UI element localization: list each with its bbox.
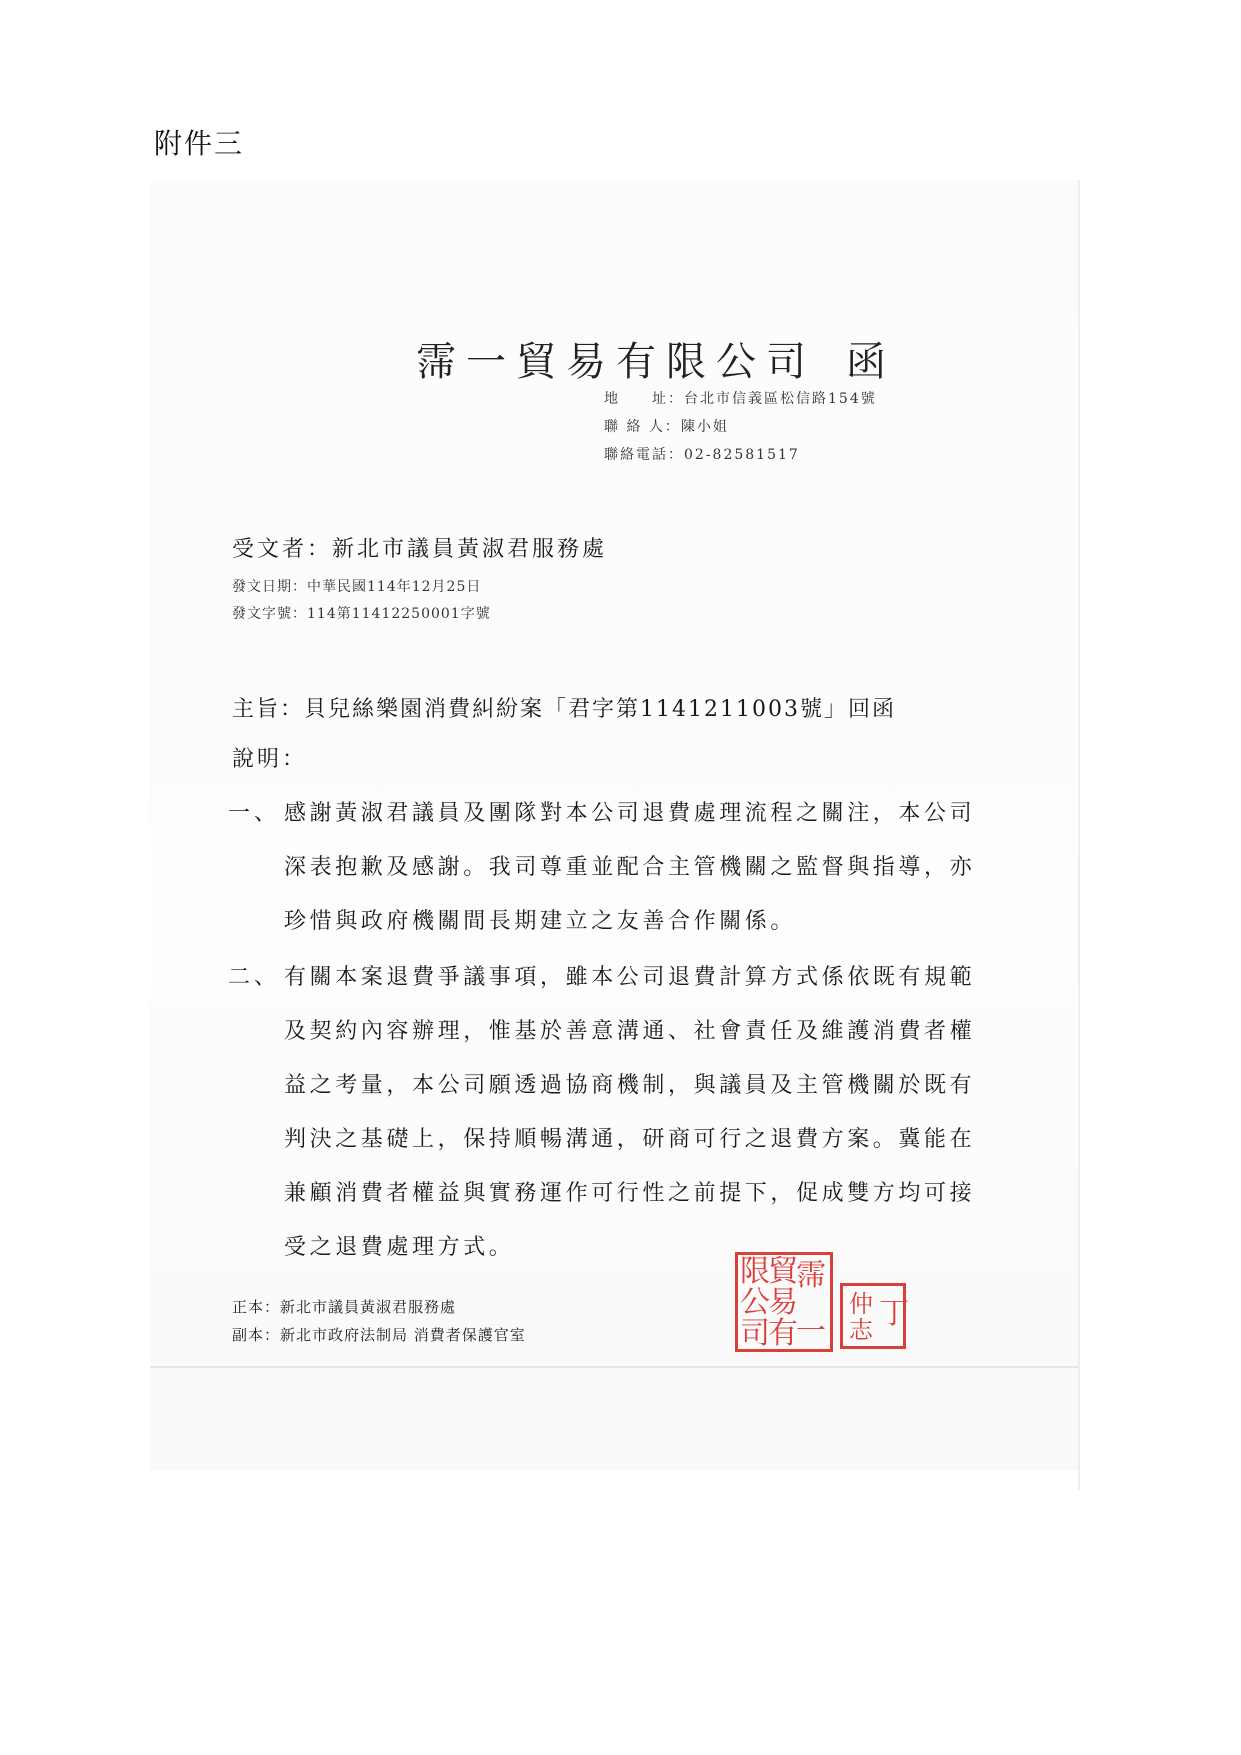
seal-char: 限	[740, 1254, 770, 1289]
item-1-line-3: 珍惜與政府機關間長期建立之友善合作關係。	[284, 909, 797, 934]
seal-char: 仲	[849, 1290, 873, 1318]
issue-number: 發文字號：114第11412250001字號	[232, 606, 491, 622]
personal-seal	[840, 1283, 909, 1349]
scan-divider-line	[150, 1366, 1078, 1368]
contact-phone: 聯絡電話：02-82581517	[604, 447, 800, 463]
item-1-line-2: 深表抱歉及感謝。我司尊重並配合主管機關之監督與指導，亦	[284, 855, 976, 880]
seal-char: 司	[740, 1316, 770, 1351]
seal-char: 丁	[879, 1296, 909, 1331]
item-2-line-5: 兼顧消費者權益與實務運作可行性之前提下，促成雙方均可接	[284, 1181, 976, 1206]
letter-title	[416, 330, 896, 387]
item-2-line-6: 受之退費處理方式。	[284, 1235, 515, 1260]
scan-edge	[1078, 180, 1080, 1490]
copy-recipient: 副本：新北市政府法制局 消費者保護官室	[232, 1326, 526, 1344]
description-label: 說明：	[232, 747, 308, 772]
issue-date: 發文日期：中華民國114年12月25日	[232, 579, 482, 595]
item-2-line-1: 有關本案退費爭議事項，雖本公司退費計算方式係依既有規範	[284, 965, 976, 990]
company-seal	[735, 1252, 833, 1352]
seal-char: 貿	[768, 1254, 798, 1289]
document-type: 函	[846, 339, 896, 385]
recipient: 受文者：新北市議員黃淑君服務處	[232, 537, 608, 562]
item-2-line-3: 益之考量，本公司願透過協商機制，與議員及主管機關於既有	[284, 1073, 976, 1098]
annex-label: 附件三	[154, 127, 245, 160]
item-2-line-4: 判決之基礎上，保持順暢溝通，研商可行之退費方案。冀能在	[284, 1127, 976, 1152]
subject-line: 主旨：貝兒絲樂園消費糾紛案「君字第1141211003號」回函	[232, 697, 896, 722]
seal-char: 志	[849, 1316, 873, 1344]
seal-char: 霈	[796, 1258, 826, 1293]
item-number: 二、	[228, 965, 281, 990]
seal-char: 一	[796, 1314, 826, 1349]
company-name: 霈一貿易有限公司	[416, 339, 816, 385]
original-recipient: 正本：新北市議員黃淑君服務處	[232, 1298, 457, 1316]
item-number: 一、	[228, 801, 281, 826]
contact-person: 聯 絡 人：陳小姐	[604, 419, 729, 435]
seal-char: 公	[740, 1285, 770, 1320]
item-2-line-2: 及契約內容辦理，惟基於善意溝通、社會責任及維護消費者權	[284, 1019, 976, 1044]
seal-char: 易	[768, 1285, 798, 1320]
item-1-line-1: 感謝黃淑君議員及團隊對本公司退費處理流程之關注，本公司	[284, 801, 976, 826]
company-address: 地 址：台北市信義區松信路154號	[604, 391, 877, 407]
seal-char: 有	[768, 1316, 798, 1351]
